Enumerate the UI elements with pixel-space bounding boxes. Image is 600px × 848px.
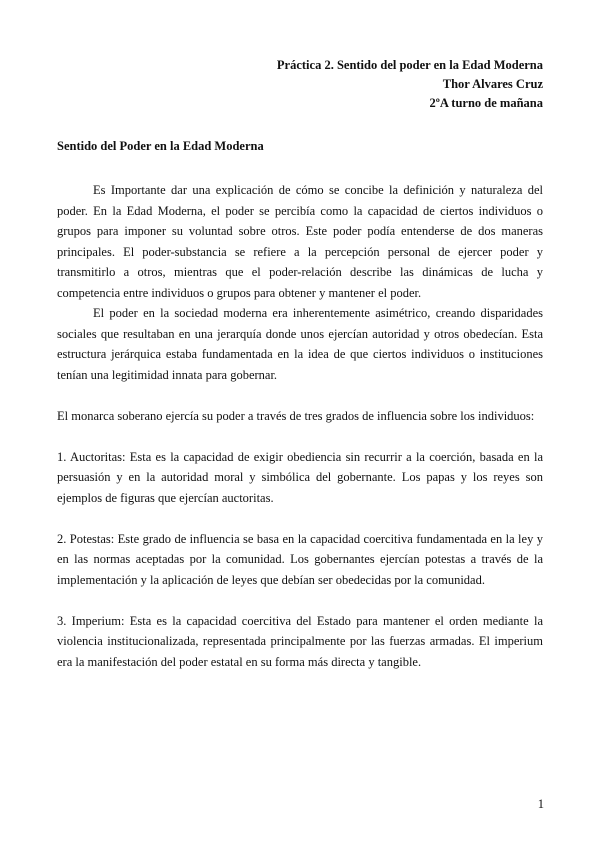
- section-title: Sentido del Poder en la Edad Moderna: [57, 139, 264, 153]
- page-number: 1: [537, 797, 544, 811]
- header-group: 2ºA turno de mañana: [429, 96, 543, 110]
- document-header: [277, 56, 543, 113]
- document-body: [57, 180, 543, 672]
- paragraph-monarch: El monarca soberano ejercía su poder a través de tres grados de influencia sobre los individuos:: [57, 408, 535, 423]
- list-item-auctoritas: 1. Auctoritas: Esta es la capacidad de exigir obediencia sin recurrir a la coerción, basada en la persuasión y en la autoridad moral y simbólica del gobernante. Los papas y los reyes son ejemplos de figuras que ejercían auctoritas.: [57, 449, 543, 505]
- paragraph-intro: Es Importante dar una explicación de cómo se concibe la definición y naturaleza del poder. En la Edad Moderna, el poder se percibía como la capacidad de ciertos individuos o grupos para imponer su voluntad sobre otros. Este poder podía entenderse de dos maneras principales. El poder-substancia se refiere a la percepción personal de ejercer poder y transmitirlo a otros, mientras que el poder-relación describe las dinámicas de lucha y competencia entre individuos o grupos para obtener y mantener el poder.: [57, 183, 543, 300]
- header-practice-title: Práctica 2. Sentido del poder en la Edad Moderna: [276, 58, 543, 72]
- list-item-potestas: 2. Potestas: Este grado de influencia se basa en la capacidad coercitiva fundamentada en la ley y en las normas aceptadas por la comunidad. Los gobernantes ejercían potestas a través de la implementación y la aplicación de leyes que debían ser obedecidas por la comunidad.: [57, 531, 543, 587]
- header-author: Thor Alvares Cruz: [442, 77, 543, 91]
- paragraph-asymmetry: El poder en la sociedad moderna era inherentemente asimétrico, creando disparidades sociales que resultaban en una jerarquía donde unos ejercían autoridad y otros obedecían. Esta estructura jerárquica estaba fundamentada en la idea de que ciertos individuos o instituciones tenían una legitimidad innata para gobernar.: [57, 306, 543, 382]
- list-item-imperium: 3. Imperium: Esta es la capacidad coercitiva del Estado para mantener el orden mediante la violencia institucionalizada, representada principalmente por las fuerzas armadas. El imperium era la manifestación del poder estatal en su forma más directa y tangible.: [57, 613, 543, 669]
